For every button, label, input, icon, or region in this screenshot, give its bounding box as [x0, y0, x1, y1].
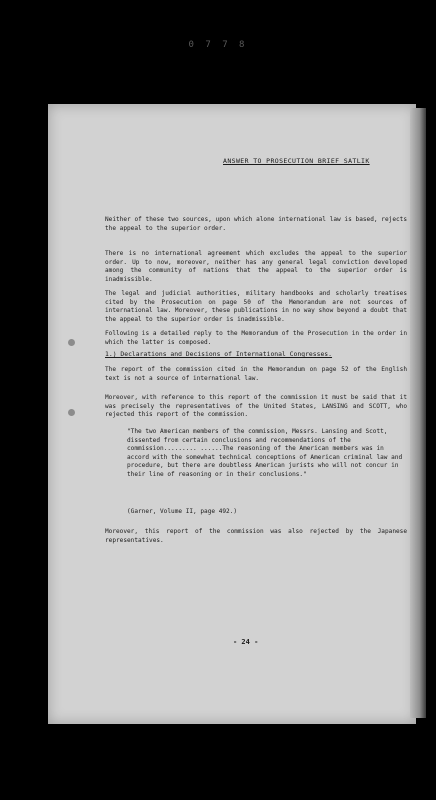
paragraph-7: Moreover, this report of the commission was also rejected by the Japanese representatives. [105, 528, 407, 544]
punch-hole-bottom [68, 409, 75, 416]
punch-hole-top [68, 339, 75, 346]
paragraph-1: Neither of these two sources, upon which alone international law is based, rejects the appeal to the superior order. [105, 216, 407, 232]
document-heading: ANSWER TO PROSECUTION BRIEF SATLIK [223, 157, 370, 165]
quote-citation: (Garner, Volume II, page 492.) [127, 508, 238, 515]
paragraph-2: There is no international agreement which excludes the appeal to the superior order. Up to now, moreover, neither has any general legal conviction developed among the community of nations that the appeal to the superior order is inadmissible. [105, 250, 407, 283]
paragraph-3: The legal and judicial authorities, military handbooks and scholarly treatises cited by the Prosecution on page 50 of the Memorandum are not sources of international law. Moreover, these publications in no way show beyond a doubt that the appeal to the superior order is inadmissible. [105, 290, 407, 323]
page-number: - 24 - [233, 638, 259, 646]
archive-stamp-number: 0 7 7 8 [188, 40, 248, 50]
document-page [48, 104, 416, 724]
block-quote: "The two American members of the commission, Messrs. Lansing and Scott, dissented from certain conclusions and recommendations of the commission......... ......The reasoning of the American members was in accord with the somewhat technical conceptions of American criminal law and procedure, but there are doubtless American jurists who will not concur in their line of reasoning or in their conclusions." [127, 428, 403, 478]
section-heading: 1.) Declarations and Decisions of International Congresses. [105, 350, 333, 358]
paragraph-5: The report of the commission cited in the Memorandum on page 52 of the English text is not a source of international law. [105, 366, 407, 382]
paragraph-6: Moreover, with reference to this report of the commission it must be said that it was precisely the representatives of the United States, LANSING and SCOTT, who rejected this report of the commission. [105, 394, 407, 418]
paragraph-4: Following is a detailed reply to the Memorandum of the Prosecution in the order in which the latter is composed. [105, 330, 407, 346]
page-edge-shadow [410, 108, 426, 718]
